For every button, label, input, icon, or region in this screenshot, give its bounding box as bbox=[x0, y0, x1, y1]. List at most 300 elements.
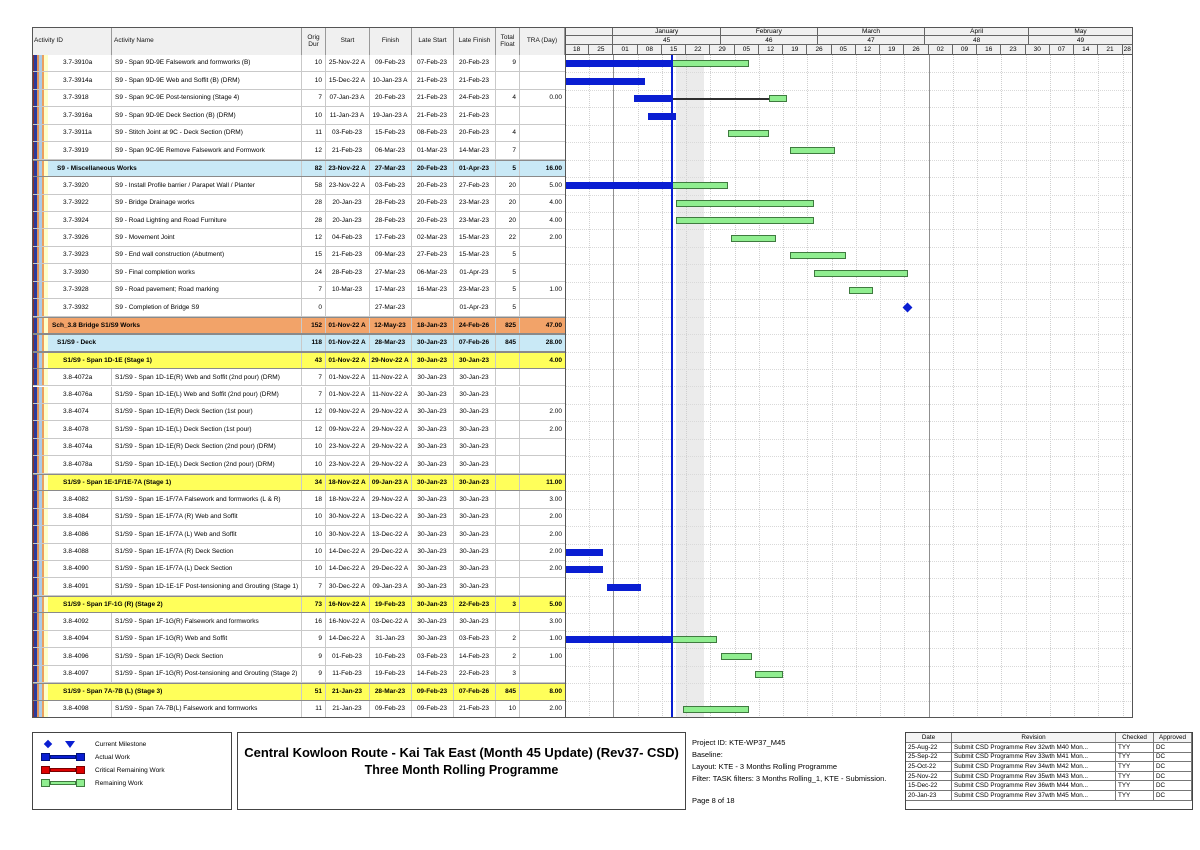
activity-name: S1/S9 - Span 1E-1F/7A (R) Deck Section bbox=[112, 544, 302, 560]
summary-name: Sch_3.8 Bridge S1/S9 Works bbox=[48, 318, 302, 333]
tra-days: 3.00 bbox=[549, 617, 562, 625]
project-id-text: Project ID: KTE-WP37_M45 bbox=[692, 738, 786, 747]
column-header-start: Start bbox=[326, 27, 370, 55]
activity-name: S9 - Span 9D-9E Deck Section (B) (DRM) bbox=[112, 107, 302, 123]
finish-date: 03-Feb-23 bbox=[370, 177, 412, 193]
orig-dur: 12 bbox=[302, 142, 326, 158]
baseline-text: Baseline: bbox=[692, 750, 723, 759]
orig-dur: 118 bbox=[302, 335, 326, 350]
quarter-gridline bbox=[613, 55, 614, 718]
revision-date: 25-Oct-22 bbox=[906, 762, 952, 772]
week-tick-26: 26 bbox=[904, 45, 928, 55]
start-date: 01-Feb-23 bbox=[326, 648, 370, 664]
revision-approved: DC bbox=[1154, 743, 1192, 753]
late-start-date: 07-Feb-23 bbox=[412, 55, 454, 71]
tra-days: 2.00 bbox=[549, 513, 562, 521]
table-row[interactable] bbox=[32, 195, 565, 212]
total-float: 22 bbox=[496, 229, 520, 245]
gantt-row-separator bbox=[565, 387, 1133, 405]
tra-days bbox=[520, 578, 565, 594]
week-tick-23: 23 bbox=[1001, 45, 1025, 55]
gantt-row-separator bbox=[565, 683, 1133, 701]
late-finish-date: 30-Jan-23 bbox=[454, 353, 496, 368]
late-start-date bbox=[412, 299, 454, 315]
week-tick-26: 26 bbox=[807, 45, 831, 55]
column-header-late-finish: Late Finish bbox=[454, 27, 496, 55]
activity-id: 3.8-4097 bbox=[48, 666, 112, 682]
week-tick-16: 16 bbox=[977, 45, 1001, 55]
week-gridline bbox=[759, 55, 760, 718]
orig-dur: 34 bbox=[302, 475, 326, 490]
activity-id: 3.8-4090 bbox=[48, 561, 112, 577]
orig-dur: 10 bbox=[302, 439, 326, 455]
revision-col-header-revision: Revision bbox=[952, 733, 1116, 743]
start-date: 21-Feb-23 bbox=[326, 247, 370, 263]
start-date: 11-Feb-23 bbox=[326, 666, 370, 682]
start-date: 20-Jan-23 bbox=[326, 212, 370, 228]
table-row[interactable] bbox=[32, 282, 565, 299]
table-row[interactable] bbox=[32, 421, 565, 438]
late-start-date: 18-Jan-23 bbox=[412, 318, 454, 333]
revision-table bbox=[905, 732, 1193, 810]
remaining-legend-glyph bbox=[41, 778, 87, 788]
table-row[interactable] bbox=[32, 107, 565, 124]
week-tick-02: 02 bbox=[929, 45, 953, 55]
activity-id: 3.7-3910a bbox=[48, 55, 112, 71]
total-float bbox=[496, 369, 520, 385]
table-row[interactable] bbox=[32, 229, 565, 246]
activity-name: S1/S9 - Span 1E-1F/7A (L) Deck Section bbox=[112, 561, 302, 577]
week-gridline bbox=[613, 55, 614, 718]
total-float: 4 bbox=[496, 125, 520, 141]
summary-row[interactable] bbox=[32, 683, 565, 700]
late-start-date: 30-Jan-23 bbox=[412, 353, 454, 368]
activity-id: 3.7-3932 bbox=[48, 299, 112, 315]
finish-date: 28-Feb-23 bbox=[370, 195, 412, 211]
tra-days: 8.00 bbox=[549, 688, 562, 696]
tra-days bbox=[520, 247, 565, 263]
gantt-bar-actual bbox=[634, 95, 672, 102]
finish-date: 19-Feb-23 bbox=[370, 666, 412, 682]
start-date: 23-Nov-22 A bbox=[326, 161, 370, 176]
table-row[interactable] bbox=[32, 544, 565, 561]
start-date: 25-Nov-22 A bbox=[326, 55, 370, 71]
table-row[interactable] bbox=[32, 491, 565, 508]
total-float bbox=[496, 439, 520, 455]
finish-date: 13-Dec-22 A bbox=[370, 509, 412, 525]
summary-row[interactable] bbox=[32, 352, 565, 369]
week-gridline bbox=[1123, 55, 1124, 718]
week-tick-18: 18 bbox=[565, 45, 589, 55]
gantt-row-separator bbox=[565, 578, 1133, 596]
tra-days bbox=[520, 125, 565, 141]
orig-dur: 82 bbox=[302, 161, 326, 176]
late-finish-date: 03-Feb-23 bbox=[454, 631, 496, 647]
finish-date: 10-Feb-23 bbox=[370, 648, 412, 664]
activity-id: 3.8-4074a bbox=[48, 439, 112, 455]
week-gridline bbox=[929, 55, 930, 718]
activity-name: S1/S9 - Span 1F-1G(R) Web and Soffit bbox=[112, 631, 302, 647]
finish-date: 27-Mar-23 bbox=[370, 299, 412, 315]
summary-name: S9 - Miscellaneous Works bbox=[48, 161, 302, 176]
late-start-date: 30-Jan-23 bbox=[412, 491, 454, 507]
activity-id: 3.7-3926 bbox=[48, 229, 112, 245]
table-row[interactable] bbox=[32, 72, 565, 89]
summary-name: S1/S9 - Span 1F-1G (R) (Stage 2) bbox=[48, 597, 302, 612]
month-number-blank bbox=[565, 36, 613, 45]
activity-id: 3.8-4086 bbox=[48, 526, 112, 542]
activity-name: S1/S9 - Span 1F-1G(R) Falsework and formworks bbox=[112, 613, 302, 629]
table-row[interactable] bbox=[32, 648, 565, 665]
timeline-header bbox=[565, 27, 1133, 55]
total-float bbox=[496, 613, 520, 629]
start-date: 21-Jan-23 bbox=[326, 684, 370, 699]
gantt-row-separator bbox=[565, 142, 1133, 160]
summary-row[interactable] bbox=[32, 317, 565, 334]
activity-name: S1/S9 - Span 1D-1E(L) Deck Section (2nd pour) (DRM) bbox=[112, 456, 302, 472]
start-date: 16-Nov-22 A bbox=[326, 597, 370, 612]
week-gridline bbox=[735, 55, 736, 718]
tra-days bbox=[520, 666, 565, 682]
finish-date: 09-Feb-23 bbox=[370, 55, 412, 71]
late-finish-date: 30-Jan-23 bbox=[454, 475, 496, 490]
activity-name: S1/S9 - Span 1F-1G(R) Deck Section bbox=[112, 648, 302, 664]
orig-dur: 0 bbox=[302, 299, 326, 315]
table-row[interactable] bbox=[32, 264, 565, 281]
total-float: 20 bbox=[496, 177, 520, 193]
data-date-line bbox=[671, 55, 673, 718]
revision-checked: TYY bbox=[1116, 743, 1154, 753]
orig-dur: 7 bbox=[302, 387, 326, 403]
table-row[interactable] bbox=[32, 561, 565, 578]
finish-date: 29-Nov-22 A bbox=[370, 491, 412, 507]
late-finish-date: 15-Mar-23 bbox=[454, 229, 496, 245]
week-gridline bbox=[783, 55, 784, 718]
column-header-finish: Finish bbox=[370, 27, 412, 55]
finish-date: 29-Nov-22 A bbox=[370, 421, 412, 437]
activity-name: S1/S9 - Span 1E-1F/7A (R) Web and Soffit bbox=[112, 509, 302, 525]
actual-bar-cap-left bbox=[41, 753, 50, 761]
tra-days: 2.00 bbox=[549, 530, 562, 538]
revision-approved: DC bbox=[1154, 753, 1192, 763]
week-tick-30: 30 bbox=[1026, 45, 1050, 55]
milestone-triangle-icon bbox=[65, 741, 75, 748]
finish-date: 28-Mar-23 bbox=[370, 335, 412, 350]
finish-date: 29-Nov-22 A bbox=[370, 353, 412, 368]
total-float bbox=[496, 578, 520, 594]
start-date: 10-Mar-23 bbox=[326, 282, 370, 298]
revision-description: Submit CSD Programme Rev 37wth M45 Mon... bbox=[952, 791, 1116, 801]
table-row[interactable] bbox=[32, 212, 565, 229]
late-finish-date: 30-Jan-23 bbox=[454, 509, 496, 525]
gantt-row-separator bbox=[565, 701, 1133, 718]
summary-row[interactable] bbox=[32, 596, 565, 613]
activity-id: 3.8-4094 bbox=[48, 631, 112, 647]
gantt-bar-remaining bbox=[672, 182, 727, 189]
report-subtitle: Three Month Rolling Programme bbox=[364, 763, 559, 777]
orig-dur: 10 bbox=[302, 72, 326, 88]
table-header bbox=[32, 27, 565, 55]
gantt-row-separator bbox=[565, 160, 1133, 178]
start-date: 03-Feb-23 bbox=[326, 125, 370, 141]
late-start-date: 20-Feb-23 bbox=[412, 195, 454, 211]
revision-col-header-approved: Approved bbox=[1154, 733, 1192, 743]
table-row[interactable] bbox=[32, 369, 565, 386]
table-row[interactable] bbox=[32, 142, 565, 159]
start-date: 23-Nov-22 A bbox=[326, 177, 370, 193]
activity-name: S1/S9 - Span 1F-1G(R) Post-tensioning and Grouting (Stage 2) bbox=[112, 666, 302, 682]
legend-label: Actual Work bbox=[95, 753, 130, 761]
total-float: 5 bbox=[496, 247, 520, 263]
critical-bar-cap-right bbox=[76, 766, 85, 774]
gantt-bar-remaining bbox=[672, 636, 717, 643]
legend-item-milestone bbox=[41, 738, 225, 750]
finish-date: 10-Jan-23 A bbox=[370, 72, 412, 88]
table-row[interactable] bbox=[32, 387, 565, 404]
month-label-March: March bbox=[818, 27, 925, 36]
activity-name: S9 - Movement Joint bbox=[112, 229, 302, 245]
late-start-date: 30-Jan-23 bbox=[412, 456, 454, 472]
orig-dur: 11 bbox=[302, 125, 326, 141]
activity-id: 3.7-3922 bbox=[48, 195, 112, 211]
tra-days bbox=[520, 107, 565, 123]
late-start-date: 03-Feb-23 bbox=[412, 648, 454, 664]
gantt-row-separator bbox=[565, 404, 1133, 422]
column-header-tra-day-: TRA (Day) bbox=[520, 27, 565, 55]
late-start-date: 30-Jan-23 bbox=[412, 475, 454, 490]
late-finish-date: 30-Jan-23 bbox=[454, 404, 496, 420]
late-finish-date: 23-Mar-23 bbox=[454, 282, 496, 298]
tra-days: 2.00 bbox=[549, 425, 562, 433]
late-finish-date: 30-Jan-23 bbox=[454, 526, 496, 542]
start-date: 21-Jan-23 bbox=[326, 701, 370, 717]
month-label-February: February bbox=[721, 27, 818, 36]
week-tick-08: 08 bbox=[638, 45, 662, 55]
gantt-bar-remaining bbox=[683, 706, 749, 713]
start-date: 18-Nov-22 A bbox=[326, 491, 370, 507]
summary-row[interactable] bbox=[32, 160, 565, 177]
start-date: 09-Nov-22 A bbox=[326, 404, 370, 420]
start-date: 14-Dec-22 A bbox=[326, 561, 370, 577]
gantt-bar-actual bbox=[607, 584, 642, 591]
activity-id: 3.8-4076a bbox=[48, 387, 112, 403]
month-number-46: 46 bbox=[721, 36, 818, 45]
milestone-diamond-icon bbox=[44, 740, 52, 748]
week-tick-22: 22 bbox=[686, 45, 710, 55]
orig-dur: 43 bbox=[302, 353, 326, 368]
start-date: 09-Nov-22 A bbox=[326, 421, 370, 437]
week-gridline bbox=[977, 55, 978, 718]
activity-id: 3.8-4082 bbox=[48, 491, 112, 507]
tra-days: 16.00 bbox=[545, 164, 562, 172]
table-row[interactable] bbox=[32, 456, 565, 473]
activity-id: 3.8-4074 bbox=[48, 404, 112, 420]
week-tick-09: 09 bbox=[953, 45, 977, 55]
actual-legend-glyph bbox=[41, 752, 87, 762]
finish-date: 09-Feb-23 bbox=[370, 701, 412, 717]
total-float: 4 bbox=[496, 90, 520, 106]
activity-id: 3.7-3928 bbox=[48, 282, 112, 298]
late-start-date: 16-Mar-23 bbox=[412, 282, 454, 298]
table-row[interactable] bbox=[32, 125, 565, 142]
late-finish-date: 30-Jan-23 bbox=[454, 421, 496, 437]
gantt-row-separator bbox=[565, 299, 1133, 317]
gantt-row-separator bbox=[565, 474, 1133, 492]
table-gantt-divider bbox=[565, 27, 566, 718]
total-float bbox=[496, 456, 520, 472]
gantt-row-separator bbox=[565, 509, 1133, 527]
finish-date: 11-Nov-22 A bbox=[370, 387, 412, 403]
finish-date: 19-Feb-23 bbox=[370, 597, 412, 612]
table-row[interactable] bbox=[32, 701, 565, 718]
table-row[interactable] bbox=[32, 299, 565, 316]
activity-name: S1/S9 - Span 1D-1E(R) Deck Section (2nd pour) (DRM) bbox=[112, 439, 302, 455]
week-gridline bbox=[1050, 55, 1051, 718]
start-date bbox=[326, 299, 370, 315]
table-row[interactable] bbox=[32, 578, 565, 595]
late-start-date: 01-Mar-23 bbox=[412, 142, 454, 158]
late-finish-date: 15-Mar-23 bbox=[454, 247, 496, 263]
orig-dur: 51 bbox=[302, 684, 326, 699]
activity-name: S1/S9 - Span 1D-1E(R) Web and Soffit (2nd pour) (DRM) bbox=[112, 369, 302, 385]
late-finish-date: 21-Feb-23 bbox=[454, 72, 496, 88]
table-row[interactable] bbox=[32, 631, 565, 648]
orig-dur: 7 bbox=[302, 578, 326, 594]
revision-description: Submit CSD Programme Rev 32wth M40 Mon... bbox=[952, 743, 1116, 753]
revision-date: 25-Nov-22 bbox=[906, 772, 952, 782]
orig-dur: 10 bbox=[302, 55, 326, 71]
gantt-bar-remaining bbox=[769, 95, 786, 102]
gantt-row-separator bbox=[565, 561, 1133, 579]
finish-date: 20-Feb-23 bbox=[370, 90, 412, 106]
orig-dur: 9 bbox=[302, 631, 326, 647]
finish-date: 29-Nov-22 A bbox=[370, 456, 412, 472]
activity-name: S1/S9 - Span 1D-1E(L) Deck Section (1st pour) bbox=[112, 421, 302, 437]
tra-days bbox=[520, 142, 565, 158]
table-row[interactable] bbox=[32, 613, 565, 630]
late-finish-date: 30-Jan-23 bbox=[454, 456, 496, 472]
week-tick-25: 25 bbox=[589, 45, 613, 55]
month-number-49: 49 bbox=[1029, 36, 1133, 45]
finish-date: 13-Dec-22 A bbox=[370, 526, 412, 542]
tra-days: 2.00 bbox=[549, 565, 562, 573]
week-gridline bbox=[904, 55, 905, 718]
gantt-row-separator bbox=[565, 544, 1133, 562]
week-tick-21: 21 bbox=[1098, 45, 1122, 55]
gantt-bar-actual bbox=[565, 78, 645, 85]
late-start-date: 20-Feb-23 bbox=[412, 161, 454, 176]
tra-days bbox=[520, 55, 565, 71]
current-period-shading bbox=[676, 55, 704, 718]
activity-id: 3.7-3920 bbox=[48, 177, 112, 193]
gantt-bar-remaining bbox=[731, 235, 776, 242]
milestone-legend-glyph bbox=[41, 739, 87, 749]
activity-name: S9 - End wall construction (Abutment) bbox=[112, 247, 302, 263]
table-row[interactable] bbox=[32, 55, 565, 72]
late-finish-date: 01-Apr-23 bbox=[454, 299, 496, 315]
revision-approved: DC bbox=[1154, 762, 1192, 772]
month-number-45: 45 bbox=[613, 36, 720, 45]
column-header-activity-name: Activity Name bbox=[112, 27, 302, 55]
finish-date: 06-Mar-23 bbox=[370, 142, 412, 158]
total-float: 2 bbox=[496, 631, 520, 647]
activity-name: S9 - Span 9D-9E Falsework and formworks (B) bbox=[112, 55, 302, 71]
activity-id: 3.8-4084 bbox=[48, 509, 112, 525]
gantt-bar-actual bbox=[565, 566, 603, 573]
total-float: 2 bbox=[496, 648, 520, 664]
week-tick-19: 19 bbox=[880, 45, 904, 55]
total-float bbox=[496, 544, 520, 560]
late-finish-date: 23-Mar-23 bbox=[454, 212, 496, 228]
table-row[interactable] bbox=[32, 90, 565, 107]
month-label-May: May bbox=[1029, 27, 1133, 36]
month-number-47: 47 bbox=[818, 36, 925, 45]
orig-dur: 11 bbox=[302, 701, 326, 717]
late-finish-date: 30-Jan-23 bbox=[454, 561, 496, 577]
finish-date: 12-May-23 bbox=[370, 318, 412, 333]
summary-name: S1/S9 - Span 7A-7B (L) (Stage 3) bbox=[48, 684, 302, 699]
table-row[interactable] bbox=[32, 439, 565, 456]
late-finish-date: 30-Jan-23 bbox=[454, 544, 496, 560]
gantt-row-separator bbox=[565, 247, 1133, 265]
late-finish-date: 07-Feb-26 bbox=[454, 335, 496, 350]
revision-approved: DC bbox=[1154, 772, 1192, 782]
gantt-row-separator bbox=[565, 613, 1133, 631]
revision-checked: TYY bbox=[1116, 753, 1154, 763]
gantt-bar-remaining bbox=[755, 671, 783, 678]
week-tick-05: 05 bbox=[832, 45, 856, 55]
summary-row[interactable] bbox=[32, 474, 565, 491]
table-row[interactable] bbox=[32, 666, 565, 683]
tra-days: 4.00 bbox=[549, 216, 562, 224]
filter-text: Filter: TASK filters: 3 Months Rolling_1, KTE - Submission. bbox=[692, 774, 887, 783]
late-finish-date: 22-Feb-23 bbox=[454, 666, 496, 682]
table-row[interactable] bbox=[32, 177, 565, 194]
late-finish-date: 27-Feb-23 bbox=[454, 177, 496, 193]
table-row[interactable] bbox=[32, 509, 565, 526]
total-float: 10 bbox=[496, 701, 520, 717]
summary-row[interactable] bbox=[32, 334, 565, 351]
activity-table bbox=[32, 55, 565, 718]
table-row[interactable] bbox=[32, 526, 565, 543]
late-start-date: 21-Feb-23 bbox=[412, 90, 454, 106]
table-row[interactable] bbox=[32, 247, 565, 264]
start-date: 30-Nov-22 A bbox=[326, 509, 370, 525]
table-row[interactable] bbox=[32, 404, 565, 421]
activity-name: S9 - Install Profile barrier / Parapet Wall / Planter bbox=[112, 177, 302, 193]
tra-days: 1.00 bbox=[549, 635, 562, 643]
week-gridline bbox=[662, 55, 663, 718]
remaining-bar-cap-left bbox=[41, 779, 50, 787]
finish-date: 17-Feb-23 bbox=[370, 229, 412, 245]
late-start-date: 14-Feb-23 bbox=[412, 666, 454, 682]
total-float bbox=[496, 561, 520, 577]
late-start-date: 21-Feb-23 bbox=[412, 72, 454, 88]
activity-id: 3.7-3924 bbox=[48, 212, 112, 228]
total-float: 20 bbox=[496, 212, 520, 228]
week-tick-29: 29 bbox=[710, 45, 734, 55]
activity-name: S9 - Road Lighting and Road Furniture bbox=[112, 212, 302, 228]
total-float bbox=[496, 107, 520, 123]
month-label-January: January bbox=[613, 27, 720, 36]
week-gridline bbox=[1026, 55, 1027, 718]
late-finish-date: 01-Apr-23 bbox=[454, 264, 496, 280]
late-start-date: 27-Feb-23 bbox=[412, 247, 454, 263]
activity-id: 3.7-3911a bbox=[48, 125, 112, 141]
tra-days: 11.00 bbox=[546, 478, 562, 486]
activity-name: S1/S9 - Span 1E-1F/7A Falsework and formworks (L & R) bbox=[112, 491, 302, 507]
gantt-row-separator bbox=[565, 456, 1133, 474]
